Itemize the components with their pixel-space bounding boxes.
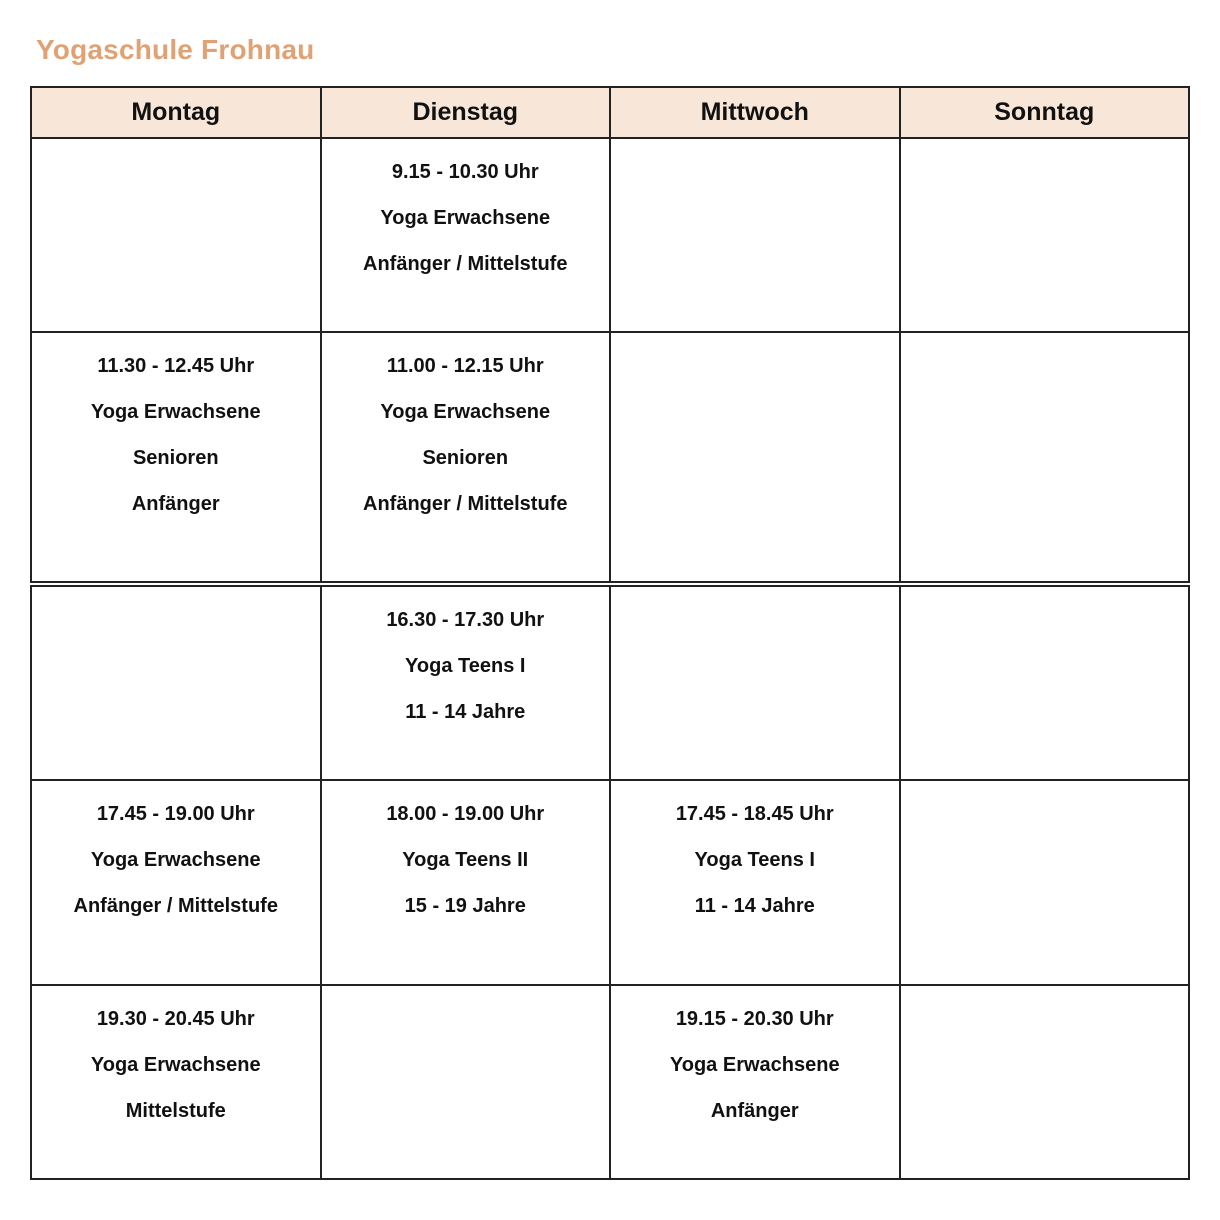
schedule-cell bbox=[900, 780, 1190, 985]
class-level: Mittelstufe bbox=[125, 1100, 226, 1122]
schedule-cell bbox=[321, 985, 611, 1179]
schedule-cell bbox=[610, 138, 900, 332]
class-name: Yoga Erwachsene bbox=[90, 849, 261, 871]
schedule-cell bbox=[321, 584, 611, 780]
day-header-monday: Montag bbox=[31, 87, 321, 138]
schedule-cell bbox=[321, 138, 611, 332]
class-time: 19.30 - 20.45 Uhr bbox=[96, 1008, 255, 1030]
class-time: 9.15 - 10.30 Uhr bbox=[391, 161, 539, 183]
schedule-cell bbox=[31, 138, 321, 332]
schedule-cell bbox=[610, 985, 900, 1179]
table-row bbox=[31, 780, 1189, 985]
day-header-wednesday: Mittwoch bbox=[610, 87, 900, 138]
schedule-cell bbox=[31, 780, 321, 985]
schedule-cell bbox=[900, 584, 1190, 780]
schedule-cell bbox=[610, 780, 900, 985]
class-time: 11.00 - 12.15 Uhr bbox=[386, 355, 544, 377]
class-level: Anfänger bbox=[131, 493, 220, 515]
day-header-sunday: Sonntag bbox=[900, 87, 1190, 138]
class-time: 17.45 - 18.45 Uhr bbox=[675, 803, 834, 825]
class-name: Yoga Teens I bbox=[694, 849, 815, 871]
class-level: 11 - 14 Jahre bbox=[694, 895, 815, 917]
page-title: Yogaschule Frohnau bbox=[36, 34, 315, 65]
class-name: Yoga Erwachsene bbox=[380, 207, 551, 229]
schedule-cell bbox=[610, 584, 900, 780]
table-row bbox=[31, 584, 1189, 780]
schedule-cell bbox=[610, 332, 900, 584]
class-time: 17.45 - 19.00 Uhr bbox=[96, 803, 255, 825]
class-name: Yoga Teens II bbox=[402, 849, 529, 871]
schedule-cell bbox=[900, 138, 1190, 332]
schedule-cell bbox=[900, 985, 1190, 1179]
schedule-cell bbox=[900, 332, 1190, 584]
class-level: Anfänger / Mittelstufe bbox=[73, 895, 278, 917]
schedule-cell bbox=[31, 332, 321, 584]
table-row bbox=[31, 332, 1189, 584]
schedule-cell bbox=[321, 332, 611, 584]
class-level: 11 - 14 Jahre bbox=[405, 701, 526, 723]
schedule-cell bbox=[321, 780, 611, 985]
class-group: Senioren bbox=[132, 447, 219, 469]
schedule-cell bbox=[31, 985, 321, 1179]
day-header-tuesday: Dienstag bbox=[321, 87, 611, 138]
class-time: 19.15 - 20.30 Uhr bbox=[675, 1008, 834, 1030]
class-name: Yoga Erwachsene bbox=[669, 1054, 840, 1076]
class-level: Anfänger / Mittelstufe bbox=[363, 253, 568, 275]
class-name: Yoga Erwachsene bbox=[90, 1054, 261, 1076]
table-row bbox=[31, 985, 1189, 1179]
header-row bbox=[31, 87, 1189, 138]
class-time: 11.30 - 12.45 Uhr bbox=[97, 355, 255, 377]
schedule-table bbox=[30, 86, 1190, 1180]
schedule-cell bbox=[31, 584, 321, 780]
class-name: Yoga Teens I bbox=[405, 655, 526, 677]
class-level: Anfänger bbox=[710, 1100, 799, 1122]
class-name: Yoga Erwachsene bbox=[90, 401, 261, 423]
class-group: Senioren bbox=[422, 447, 509, 469]
class-level: 15 - 19 Jahre bbox=[404, 895, 526, 917]
class-name: Yoga Erwachsene bbox=[380, 401, 551, 423]
table-row bbox=[31, 138, 1189, 332]
class-level: Anfänger / Mittelstufe bbox=[363, 493, 568, 515]
class-time: 16.30 - 17.30 Uhr bbox=[386, 609, 545, 631]
class-time: 18.00 - 19.00 Uhr bbox=[386, 803, 545, 825]
